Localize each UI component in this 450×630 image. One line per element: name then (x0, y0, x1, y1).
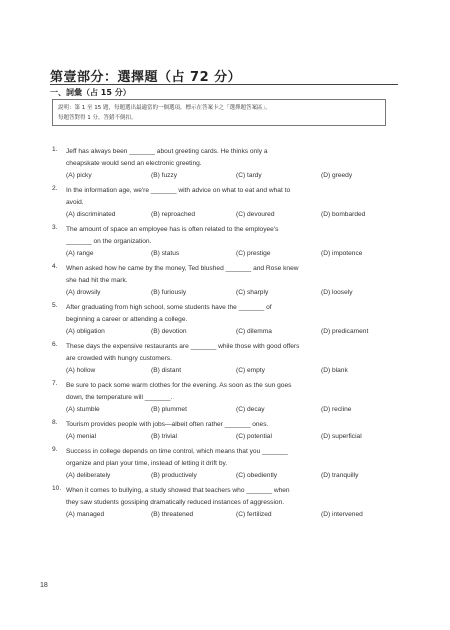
question-text-line: down, the temperature will _______. (66, 394, 173, 401)
question-text-line: cheapskate would send an electronic greeting. (66, 160, 202, 167)
answer-choices (52, 170, 400, 182)
question-stem (52, 446, 400, 470)
question-text (66, 185, 400, 209)
question-number: 3. (52, 224, 58, 231)
question-text-line: are crowded with hungry customers. (66, 355, 172, 362)
question-text (66, 146, 400, 170)
question-text-line: avoid. (66, 199, 84, 206)
question-number: 7. (52, 380, 58, 387)
answer-choices (52, 470, 400, 482)
answer-choice: (B) productively (151, 472, 197, 479)
answer-choice: (C) empty (236, 367, 265, 374)
question-text-line: Be sure to pack some warm clothes for the evening. As soon as the sun goes (66, 382, 292, 389)
question-number: 4. (52, 263, 58, 270)
answer-choices (52, 209, 400, 221)
answer-choice: (A) deliberately (66, 472, 111, 479)
question-number: 9. (52, 446, 58, 453)
answer-choice: (C) dilemma (236, 328, 272, 335)
question-number: 6. (52, 341, 58, 348)
answer-choice: (B) status (151, 250, 180, 257)
question-text-line: beginning a career or attending a college. (66, 316, 188, 323)
instructions-line-1: 說明：第 1 至 15 題，每題選出最適當的一個選項，標示在答案卡之「選擇題答案區」。 (58, 105, 271, 111)
question-item (52, 446, 400, 482)
question-number: 1. (52, 146, 58, 153)
answer-choices (52, 431, 400, 443)
answer-choice: (D) impotence (321, 250, 363, 257)
answer-choice: (B) threatened (151, 511, 194, 518)
instructions-box (52, 99, 386, 126)
question-text-line: When it comes to bullying, a study showed that teachers who _______ when (66, 487, 290, 494)
page-number: 18 (40, 582, 48, 589)
question-stem (52, 380, 400, 404)
question-number: 10. (52, 485, 62, 492)
answer-choice: (A) drowsily (66, 289, 101, 296)
question-text-line: In the information age, we're _______ with advice on what to eat and what to (66, 187, 291, 194)
answer-choice: (B) devotion (151, 328, 187, 335)
answer-choice: (A) menial (66, 433, 97, 440)
answer-choice: (A) obligation (66, 328, 105, 335)
question-number: 2. (52, 185, 58, 192)
answer-choice: (A) stumble (66, 406, 100, 413)
answer-choices (52, 287, 400, 299)
question-text (66, 224, 400, 248)
answer-choices (52, 365, 400, 377)
question-text-line: When asked how he came by the money, Ted blushed _______ and Rose knew (66, 265, 299, 272)
question-text (66, 302, 400, 326)
question-text (66, 485, 400, 509)
question-text-line: Tourism provides people with jobs—albeit often rather _______ ones. (66, 421, 269, 428)
question-text-line: After graduating from high school, some students have the _______ of (66, 304, 272, 311)
question-item (52, 263, 400, 299)
answer-choices (52, 404, 400, 416)
question-stem (52, 146, 400, 170)
part-title: 第壹部分：選擇題（占 72 分） (50, 70, 242, 85)
answer-choice: (C) potential (236, 433, 272, 440)
answer-choice: (A) hollow (66, 367, 96, 374)
question-text (66, 380, 400, 404)
question-text (66, 446, 400, 470)
question-text (66, 341, 400, 365)
answer-choice: (B) reproached (151, 211, 195, 218)
question-text (66, 419, 400, 431)
answer-choice: (D) predicament (321, 328, 369, 335)
answer-choice: (A) managed (66, 511, 105, 518)
question-text-line: organize and plan your time, instead of letting it drift by. (66, 460, 228, 467)
question-number: 5. (52, 302, 58, 309)
question-text-line: she had hit the mark. (66, 277, 128, 284)
question-item (52, 224, 400, 260)
answer-choice: (C) obediently (236, 472, 278, 479)
answer-choice: (D) loosely (321, 289, 353, 296)
question-stem (52, 263, 400, 287)
question-text-line: Success in college depends on time control, which means that you _______ (66, 448, 288, 455)
answer-choice: (C) tardy (236, 172, 262, 179)
answer-choice: (A) range (66, 250, 94, 257)
answer-choice: (B) plummet (151, 406, 187, 413)
answer-choice: (C) decay (236, 406, 265, 413)
answer-choice: (D) bombarded (321, 211, 366, 218)
question-item (52, 185, 400, 221)
answer-choice: (D) recline (321, 406, 352, 413)
question-text-line: Jeff has always been _______ about greeting cards. He thinks only a (66, 148, 268, 155)
question-text-line: These days the expensive restaurants are _______ while those with good offers (66, 343, 300, 350)
question-text-line: The amount of space an employee has is often related to the employee's (66, 226, 279, 233)
question-text-line: they saw students gossiping dramatically reduced instances of aggression. (66, 499, 285, 506)
question-text (66, 263, 400, 287)
question-item (52, 146, 400, 182)
question-stem (52, 185, 400, 209)
question-item (52, 380, 400, 416)
answer-choice: (D) tranquilly (321, 472, 359, 479)
answer-choice: (B) trivial (151, 433, 178, 440)
question-item (52, 341, 400, 377)
section-heading: 一、詞彙（占 15 分） (50, 88, 131, 97)
answer-choice: (A) picky (66, 172, 92, 179)
answer-choice: (D) blank (321, 367, 348, 374)
answer-choice: (A) discriminated (66, 211, 116, 218)
answer-choice: (B) distant (151, 367, 182, 374)
instructions-line-2: 每題答對得 1 分，答錯不倒扣。 (58, 115, 137, 121)
question-stem (52, 485, 400, 509)
question-item (52, 419, 400, 443)
answer-choice: (B) furiously (151, 289, 187, 296)
answer-choice: (C) devoured (236, 211, 275, 218)
answer-choice: (C) fertilized (236, 511, 272, 518)
question-number: 8. (52, 419, 58, 426)
answer-choice: (C) sharply (236, 289, 269, 296)
question-text-line: _______ on the organization. (66, 238, 152, 245)
question-item (52, 302, 400, 338)
answer-choice: (B) fuzzy (151, 172, 178, 179)
answer-choices (52, 326, 400, 338)
title-divider (50, 84, 398, 85)
answer-choices (52, 248, 400, 260)
answer-choice: (C) prestige (236, 250, 271, 257)
question-item (52, 485, 400, 521)
question-stem (52, 419, 400, 431)
answer-choice: (D) intervened (321, 511, 363, 518)
question-stem (52, 224, 400, 248)
answer-choices (52, 509, 400, 521)
answer-choice: (D) greedy (321, 172, 353, 179)
question-list (52, 146, 400, 524)
answer-choice: (D) superficial (321, 433, 362, 440)
question-stem (52, 302, 400, 326)
question-stem (52, 341, 400, 365)
